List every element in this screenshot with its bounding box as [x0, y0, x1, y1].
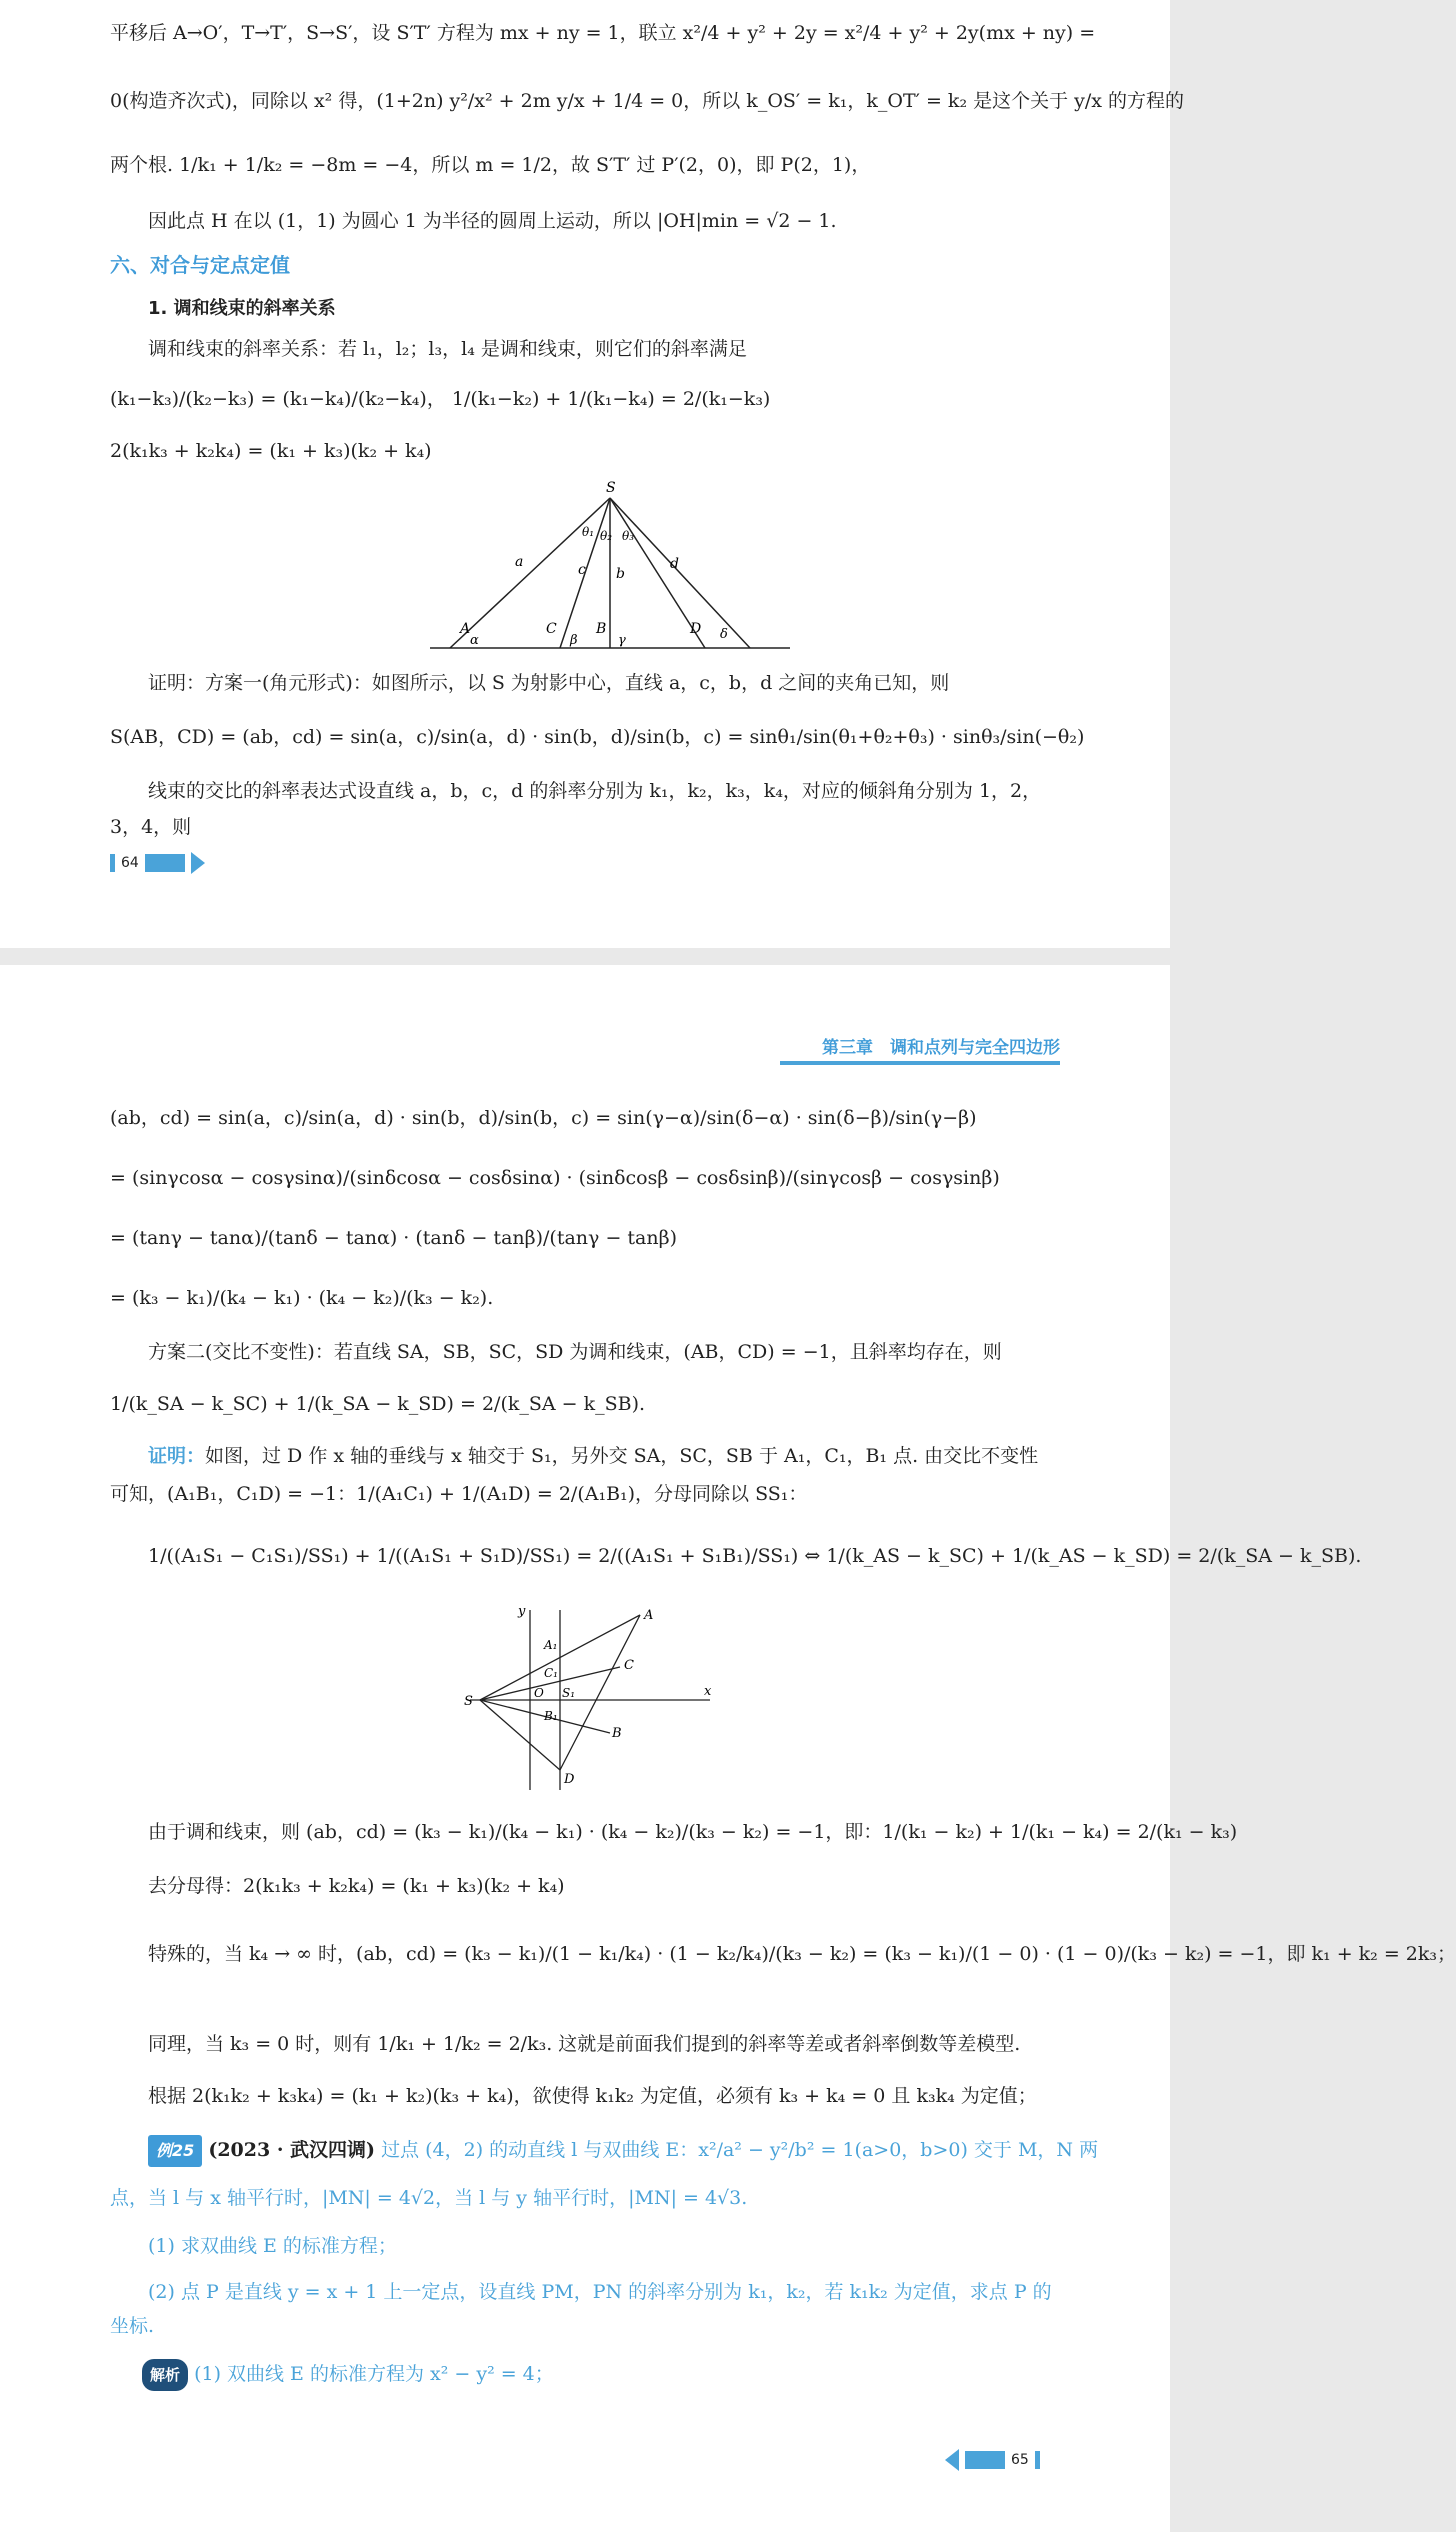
- text-line: 因此点 H 在以 (1，1) 为圆心 1 为半径的圆周上运动，所以 |OH|min = √2 − 1.: [148, 210, 837, 232]
- analysis-line: [142, 2359, 1092, 2391]
- label-S: S: [606, 480, 616, 496]
- proof-text-2: 可知，(A₁B₁，C₁D) = −1：1/(A₁C₁) + 1/(A₁D) = 2/(A₁B₁)，分母同除以 SS₁：: [110, 1483, 808, 1505]
- text-line: 同理，当 k₃ = 0 时，则有 1/k₁ + 1/k₂ = 2/k₃. 这就是前面我们提到的斜率等差或者斜率倒数等差模型.: [148, 2033, 1021, 2055]
- label-gamma: γ: [618, 633, 626, 648]
- label-S1: S₁: [562, 1686, 576, 1700]
- page-footer: [110, 852, 205, 874]
- proof-formula: 1/((A₁S₁ − C₁S₁)/SS₁) + 1/((A₁S₁ + S₁D)/SS₁) = 2/((A₁S₁ + S₁B₁)/SS₁) ⇔ 1/(k_AS − k_SC) + 1/(k_AS − k_SD) = 2/(k_SA − k_SB).: [148, 1545, 1362, 1567]
- label-delta: δ: [720, 627, 728, 642]
- next-arrow-icon: [191, 852, 205, 874]
- plan-two: 方案二(交比不变性)：若直线 SA，SB，SC，SD 为调和线束，(AB，CD) = −1，且斜率均存在，则: [148, 1341, 1002, 1363]
- label-d: d: [670, 556, 679, 572]
- label-theta1: θ₁: [582, 525, 595, 539]
- label-b: b: [616, 566, 625, 582]
- label-A: A: [460, 621, 471, 637]
- label-c: c: [578, 562, 586, 578]
- proof-text: 如图，过 D 作 x 轴的垂线与 x 轴交于 S₁，另外交 SA，SC，SB 于 A₁，C₁，B₁ 点. 由交比不变性: [205, 1445, 1039, 1467]
- equation: = (sinγcosα − cosγsinα)/(sinδcosα − cosδsinα) · (sinδcosβ − cosδsinβ)/(sinγcosβ − cosγsinβ): [110, 1167, 1000, 1189]
- prev-arrow-icon: [945, 2449, 959, 2471]
- text-line: 由于调和线束，则 (ab，cd) = (k₃ − k₁)/(k₄ − k₁) · (k₄ − k₂)/(k₃ − k₂) = −1，即：1/(k₁ − k₂) + 1/(k₁ − k₄) = 2/(k₁ − k₃): [148, 1821, 1238, 1843]
- question-1: (1) 求双曲线 E 的标准方程；: [148, 2235, 397, 2257]
- text-line: 去分母得：2(k₁k₃ + k₂k₄) = (k₁ + k₃)(k₂ + k₄): [148, 1875, 565, 1897]
- proof-formula: S(AB，CD) = (ab，cd) = sin(a，c)/sin(a，d) · sin(b，d)/sin(b，c) = sinθ₁/sin(θ₁+θ₂+θ₃) · sinθ₃/sin(−θ₂): [110, 726, 1085, 748]
- page-number: 65: [1011, 2452, 1029, 2468]
- coordinate-diagram: [460, 1605, 720, 1795]
- label-S: S: [464, 1694, 473, 1709]
- label-x: x: [704, 1684, 712, 1699]
- label-A1: A₁: [544, 1638, 558, 1652]
- page-number: 64: [121, 855, 139, 871]
- label-C: C: [546, 621, 557, 637]
- formula-line: (k₁−k₃)/(k₂−k₃) = (k₁−k₄)/(k₂−k₄)， 1/(k₁−k₂) + 1/(k₁−k₄) = 2/(k₁−k₃): [110, 388, 771, 410]
- page-65: [0, 965, 1456, 2532]
- example-text: 过点 (4，2) 的动直线 l 与双曲线 E：x²/a² − y²/b² = 1(a>0，b>0) 交于 M，N 两: [381, 2139, 1099, 2161]
- analysis-text: (1) 双曲线 E 的标准方程为 x² − y² = 4；: [194, 2363, 554, 2385]
- label-theta2: θ₂: [600, 529, 613, 543]
- analysis-badge: 解析: [142, 2359, 188, 2391]
- label-D: D: [690, 621, 702, 637]
- section-title: 六、对合与定点定值: [110, 253, 290, 277]
- label-theta3: θ₃: [622, 529, 635, 543]
- label-alpha: α: [470, 633, 479, 648]
- label-D: D: [564, 1772, 575, 1787]
- chapter-rule: [780, 1061, 1060, 1065]
- harmonic-pencil-diagram: [420, 478, 800, 658]
- subsection-title: 1. 调和线束的斜率关系: [148, 298, 336, 319]
- intro-text: 调和线束的斜率关系：若 l₁，l₂；l₃，l₄ 是调和线束，则它们的斜率满足: [148, 338, 747, 360]
- text-line: 两个根. 1/k₁ + 1/k₂ = −8m = −4，所以 m = 1/2，故 S′T′ 过 P′(2，0)，即 P(2，1)，: [110, 154, 871, 176]
- label-a: a: [515, 554, 524, 570]
- text-line: 0(构造齐次式)，同除以 x² 得，(1+2n) y²/x² + 2m y/x + 1/4 = 0，所以 k_OS′ = k₁，k_OT′ = k₂ 是这个关于 y/x 的方程的: [110, 90, 1185, 112]
- proof-line: 证明：方案一(角元形式)：如图所示，以 S 为射影中心，直线 a，c，b，d 之间的夹角已知，则: [148, 672, 950, 694]
- slope-line-2: 3，4，则: [110, 816, 192, 838]
- formula-line: 2(k₁k₃ + k₂k₄) = (k₁ + k₃)(k₂ + k₄): [110, 440, 432, 462]
- page-64: [0, 0, 1185, 948]
- label-B: B: [596, 621, 607, 637]
- question-2-cont: 坐标.: [110, 2315, 155, 2337]
- question-2: (2) 点 P 是直线 y = x + 1 上一定点，设直线 PM，PN 的斜率分别为 k₁，k₂，若 k₁k₂ 为定值，求点 P 的: [148, 2281, 1052, 2303]
- equation: (ab，cd) = sin(a，c)/sin(a，d) · sin(b，d)/sin(b，c) = sin(γ−α)/sin(δ−α) · sin(δ−β)/sin(γ−β): [110, 1107, 977, 1129]
- page-footer: [945, 2449, 1040, 2471]
- example-header: [148, 2135, 1098, 2167]
- equation: = (k₃ − k₁)/(k₄ − k₁) · (k₄ − k₂)/(k₃ − k₂).: [110, 1287, 494, 1309]
- example-text-2: 点，当 l 与 x 轴平行时，|MN| = 4√2，当 l 与 y 轴平行时，|MN| = 4√3.: [110, 2187, 748, 2209]
- text-line: 根据 2(k₁k₂ + k₃k₄) = (k₁ + k₂)(k₃ + k₄)，欲使得 k₁k₂ 为定值，必须有 k₃ + k₄ = 0 且 k₃k₄ 为定值；: [148, 2085, 1037, 2107]
- label-C: C: [624, 1658, 634, 1673]
- plan-two-formula: 1/(k_SA − k_SC) + 1/(k_SA − k_SD) = 2/(k_SA − k_SB).: [110, 1393, 646, 1415]
- slope-line: 线束的交比的斜率表达式设直线 a，b，c，d 的斜率分别为 k₁，k₂，k₃，k₄，对应的倾斜角分别为 1，2，: [148, 780, 1042, 802]
- proof-label: 证明：: [148, 1445, 206, 1467]
- chapter-header: 第三章 调和点列与完全四边形: [822, 1038, 1060, 1058]
- label-O: O: [534, 1686, 544, 1700]
- example-badge: 例25: [148, 2135, 202, 2167]
- label-B1: B₁: [544, 1709, 558, 1723]
- equation: = (tanγ − tanα)/(tanδ − tanα) · (tanδ − tanβ)/(tanγ − tanβ): [110, 1227, 677, 1249]
- label-beta: β: [570, 633, 578, 648]
- proof-paragraph: [148, 1441, 1098, 1471]
- label-A: A: [644, 1608, 654, 1623]
- example-source: (2023 · 武汉四调): [208, 2139, 376, 2161]
- label-C1: C₁: [544, 1666, 558, 1680]
- text-line: 特殊的，当 k₄ → ∞ 时，(ab，cd) = (k₃ − k₁)/(1 − k₁/k₄) · (1 − k₂/k₄)/(k₃ − k₂) = (k₃ − k₁)/(1 − 0) · (1 − 0)/(k₃ − k₂) = −1，即 k₁ + k₂ = 2k₃；: [148, 1943, 1456, 1965]
- label-B: B: [612, 1726, 622, 1741]
- text-line: 平移后 A→O′，T→T′，S→S′，设 S′T′ 方程为 mx + ny = 1，联立 x²/4 + y² + 2y = x²/4 + y² + 2y(mx + ny) =: [110, 22, 1096, 44]
- label-y: y: [518, 1604, 526, 1619]
